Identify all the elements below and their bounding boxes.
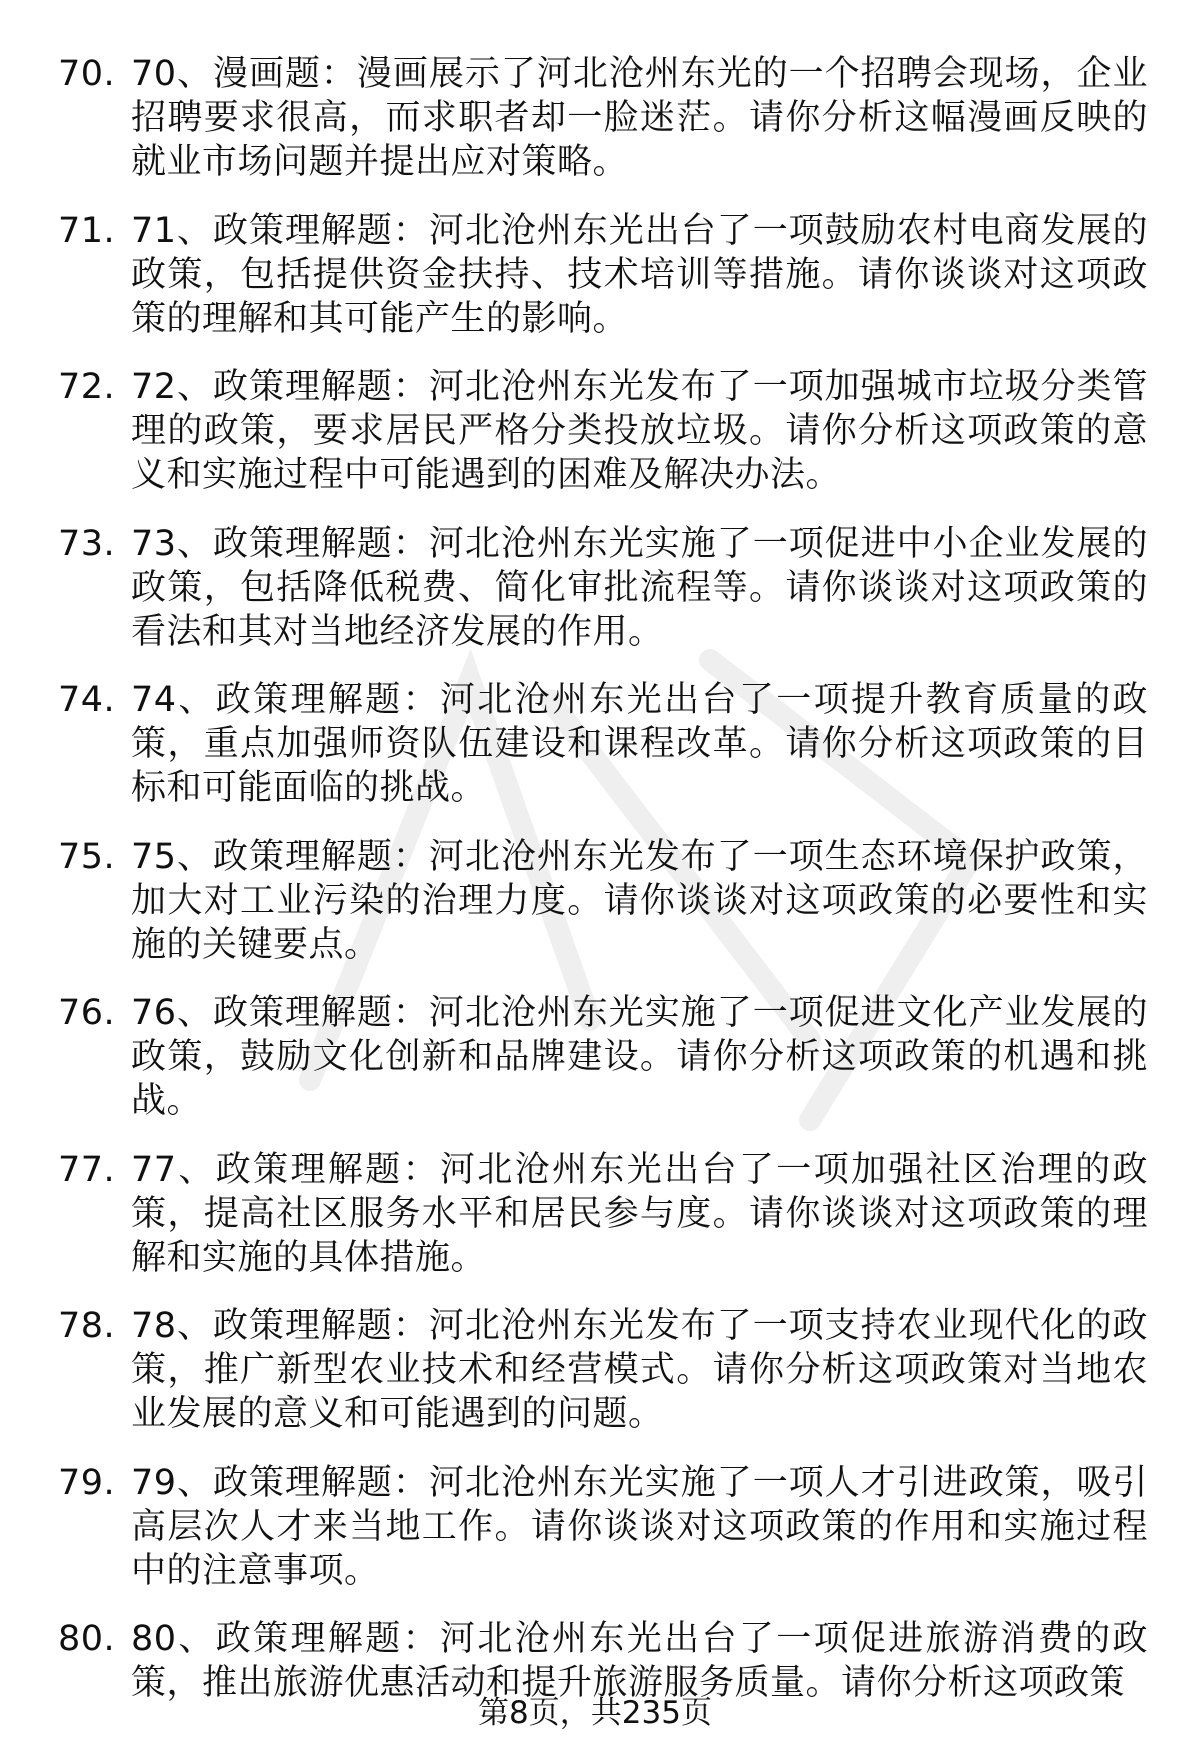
question-text: 75、政策理解题：河北沧州东光发布了一项生态环境保护政策，加大对工业污染的治理力度。请你谈谈对这项政策的必要性和实施的关键要点。 <box>131 836 1148 965</box>
question-number: 77. <box>58 1149 116 1190</box>
question-text: 77、政策理解题：河北沧州东光出台了一项加强社区治理的政策，提高社区服务水平和居民参与度。请你谈谈对这项政策的理解和实施的具体措施。 <box>131 1149 1148 1278</box>
question-number: 74. <box>58 680 116 720</box>
question-item <box>58 365 1148 497</box>
question-item <box>58 522 1148 654</box>
question-item <box>58 52 1148 184</box>
question-text: 70、漫画题：漫画展示了河北沧州东光的一个招聘会现场，企业招聘要求很高，而求职者却一脸迷茫。请你分析这幅漫画反映的就业市场问题并提出应对策略。 <box>131 54 1148 182</box>
question-text: 78、政策理解题：河北沧州东光发布了一项支持农业现代化的政策，推广新型农业技术和经营模式。请你分析这项政策对当地农业发展的意义和可能遇到的问题。 <box>131 1306 1148 1434</box>
question-item <box>58 678 1148 810</box>
question-item <box>58 1617 1148 1705</box>
question-number: 80. <box>58 1619 116 1659</box>
question-item <box>58 835 1148 967</box>
question-number: 78. <box>58 1306 116 1346</box>
question-text: 73、政策理解题：河北沧州东光实施了一项促进中小企业发展的政策，包括降低税费、简化审批流程等。请你谈谈对这项政策的看法和其对当地经济发展的作用。 <box>131 523 1148 652</box>
question-item <box>58 1304 1148 1436</box>
question-text: 72、政策理解题：河北沧州东光发布了一项加强城市垃圾分类管理的政策，要求居民严格分类投放垃圾。请你分析这项政策的意义和实施过程中可能遇到的困难及解决办法。 <box>131 367 1148 495</box>
question-number: 71. <box>58 210 116 251</box>
question-number: 70. <box>58 54 116 94</box>
question-item <box>58 1461 1148 1593</box>
question-number: 73. <box>58 523 116 564</box>
question-text: 80、政策理解题：河北沧州东光出台了一项促进旅游消费的政策，推出旅游优惠活动和提升旅游服务质量。请你分析这项政策 <box>131 1619 1148 1703</box>
question-text: 74、政策理解题：河北沧州东光出台了一项提升教育质量的政策，重点加强师资队伍建设和课程改革。请你分析这项政策的目标和可能面临的挑战。 <box>131 680 1148 808</box>
question-number: 79. <box>58 1462 116 1503</box>
question-item <box>58 991 1148 1123</box>
page-footer: 第8页，共235页 <box>478 1695 712 1731</box>
question-item <box>58 209 1148 341</box>
question-item <box>58 1148 1148 1280</box>
question-text: 79、政策理解题：河北沧州东光实施了一项人才引进政策，吸引高层次人才来当地工作。请你谈谈对这项政策的作用和实施过程中的注意事项。 <box>131 1462 1148 1591</box>
question-list <box>58 52 1148 1730</box>
question-number: 72. <box>58 367 116 407</box>
question-number: 75. <box>58 836 116 877</box>
question-number: 76. <box>58 993 116 1033</box>
question-text: 76、政策理解题：河北沧州东光实施了一项促进文化产业发展的政策，鼓励文化创新和品牌建设。请你分析这项政策的机遇和挑战。 <box>131 993 1148 1121</box>
question-text: 71、政策理解题：河北沧州东光出台了一项鼓励农村电商发展的政策，包括提供资金扶持、技术培训等措施。请你谈谈对这项政策的理解和其可能产生的影响。 <box>131 210 1148 339</box>
